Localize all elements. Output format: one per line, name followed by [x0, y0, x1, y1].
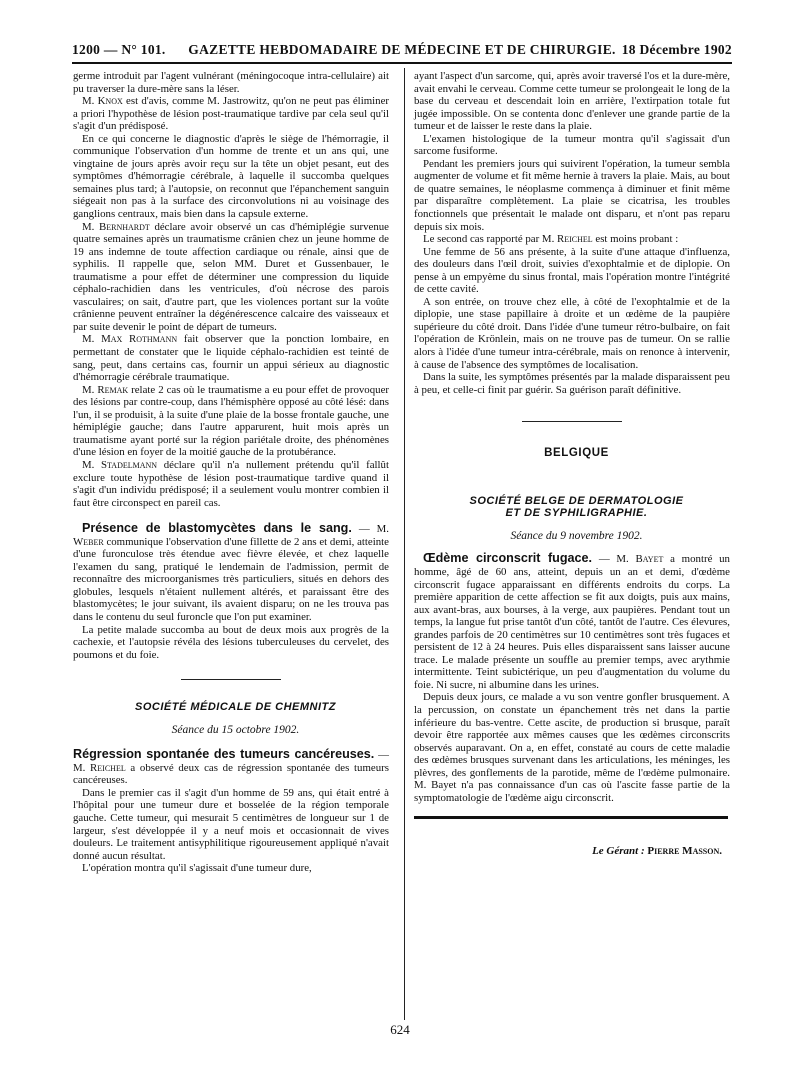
- column-divider: [404, 68, 405, 1020]
- paragraph: La petite malade succomba au bout de deux mois aux progrès de la cachexie, et l'autopsie révéla des lésions tuberculeuses du cervelet, des poumons et du foie.: [73, 623, 389, 661]
- header-rule: [72, 62, 732, 64]
- paragraph-text: relate 2 cas où le traumatisme a eu pour effet de provoquer des lésions par contre-coup, dans l'hémisphère opposé au côté lésé: dans l'un, il se produisit, à la suite d'une plaie de la bosse frontale gauche, une hémiplégie gauche; dans l'autre apparurent, huit mois après un traumatisme ayant porté sur la région pariétale droite, des phénomènes d'une lésion en foyer de la moitié gauche de la protubérance.: [73, 383, 389, 459]
- paragraph: [73, 384, 389, 459]
- society-title-line2: ET DE SYPHILIGRAPHIE.: [505, 507, 648, 520]
- paragraph: Depuis deux jours, ce malade a vu son ventre gonfler brusquement. A la percussion, on constate un épanchement très net dans la partie inférieure du bas-ventre. Cette ascite, de production si brusque, paraît devoir être rapportée aux mêmes causes que les œdèmes circonscrits observés auparavant. On a, en effet, constaté au cours de cette maladie des œdèmes brusques survenant dans les articulations, les méninges, les plèvres, des gonflements de la parotide, même de l'œdème pulmonaire. M. Bayet n'a pas connaissance d'un cas où l'ascite fasse partie de la symptomatologie de l'œdème aigu circonscrit.: [414, 691, 730, 804]
- society-title: SOCIÉTÉ MÉDICALE DE CHEMNITZ: [134, 701, 336, 714]
- country-heading: BELGIQUE: [544, 447, 609, 460]
- dash: — M.: [592, 553, 636, 566]
- article-title: Œdème circonscrit fugace.: [423, 551, 593, 566]
- session-date: Séance du 15 octobre 1902.: [171, 723, 300, 736]
- paragraph: [73, 333, 389, 383]
- paragraph: L'examen histologique de la tumeur montra qu'il s'agissait d'un sarcome fusiforme.: [414, 132, 730, 158]
- paragraph: [414, 233, 730, 246]
- article-oedeme: [414, 552, 730, 691]
- paragraph-text: déclare avoir observé un cas d'hémiplégie survenue quatre semaines après un traumatisme crânien chez un jeune homme de 19 ans indemne de toute affection cardiaque ou rénale, ainsi que de syphilis. Il rappelle que, selon MM. Duret et Gussenbauer, le traumatisme a pour effet de déterminer une compression du liquide céphalo-rachidien dans les ventricules, d'où nécrose des parois vasculaires; on sait, d'autre part, que les violences portant sur la voûte crânienne peuvent entraîner la dégénérescence calcaire des vaisseaux et par suite devenir le point de départ de tumeurs.: [73, 220, 389, 333]
- paragraph: Une femme de 56 ans présente, à la suite d'une attaque d'influenza, des douleurs dans l'œil droit, suivies d'exophtalmie et de diplopie. On pense à un empyème du sinus frontal, mais l'opération montre l'intégrité de cette cavité.: [414, 245, 730, 296]
- paragraph-text: Le second cas rapporté par M.: [423, 233, 557, 246]
- publisher-line: [414, 845, 730, 858]
- right-column: [414, 70, 730, 858]
- speaker-name: Bayet: [635, 553, 664, 566]
- article-regression: [73, 748, 389, 787]
- paragraph-text: déclare qu'il n'a nullement prétendu qu'il fallût exclure toute hypothèse de lésion post-traumatique tardive quand il s'agit d'un individu prédisposé; il a seulement voulu montrer combien il faut être circonspect en pareil cas.: [73, 458, 389, 509]
- speaker-name: M. Stadelmann: [82, 458, 158, 471]
- paragraph-text: communique l'observation d'une fillette de 2 ans et demi, atteinte d'une furonculose très étendue avec fièvre élevée, et chez laquelle l'examen du sang, pratiqué le lendemain de l'admission, permit de reconnaître des microorganismes très particuliers, situés en dehors des globules, lesquels n'étaient nullement altérés, et paraissant être des blastomycètes; le jour suivant, ils avaient disparu; on ne les trouva pas dans le contenu du seul furoncle que l'on put examiner.: [73, 535, 389, 623]
- paragraph: germe introduit par l'agent vulnérant (méningocoque intra-cellulaire) ait pu traverser la dure-mère sans la léser.: [73, 70, 389, 95]
- paragraph: L'opération montra qu'il s'agissait d'une tumeur dure,: [82, 862, 312, 875]
- paragraph: [73, 95, 389, 133]
- speaker-name: M. Max Rothmann: [82, 333, 178, 346]
- article-title: Régression spontanée des tumeurs cancéreuses.: [73, 747, 375, 762]
- speaker-name: M. Knox: [82, 95, 123, 108]
- page-number: 624: [390, 1022, 410, 1037]
- paragraph: ayant l'aspect d'un sarcome, qui, après avoir traversé l'os et la dure-mère, avait envahi le cerveau. Comme cette tumeur se prolongeait le long de la base du cerveau et descendait loin en arrière, l'extirpation totale fut jugée impossible. On se contenta donc d'enlever une grande partie de la tumeur et de laisser le reste dans la plaie.: [414, 70, 730, 133]
- gerant-name: Pierre Masson.: [647, 845, 722, 858]
- paragraph-text: est d'avis, comme M. Jastrowitz, qu'on ne peut pas éliminer a priori l'hypothèse de lésion post-traumatique tardive par cela seul qu'il s'agit d'un prédisposé.: [73, 95, 389, 133]
- session-date: Séance du 9 novembre 1902.: [510, 529, 643, 542]
- header-date: 18 Décembre 1902: [621, 42, 732, 57]
- paragraph-text: fait observer que la ponction lombaire, en permettant de constater que le liquide céphalo-rachidien est teinté de sang, peut, dans certains cas, fournir un appui sérieux au diagnostic d'hémorragie cérébrale traumatique.: [73, 333, 389, 384]
- dash: — M.: [351, 523, 389, 536]
- paragraph: En ce qui concerne le diagnostic d'après le siège de l'hémorragie, il communique l'observation d'un homme de trente et un ans qui, une vingtaine de jours après avoir reçu sur la tête un objet pesant, eut des symptômes d'hémorragie cérébrale, à laquelle il succomba quelques semaines plus tard; à l'autopsie, on reconnut que l'épanchement sanguin siégeait non pas à la surface des circonvolutions ni au voisinage des ganglions centraux, mais bien dans la capsule externe.: [73, 132, 389, 221]
- paragraph: Dans la suite, les symptômes présentés par la malade disparaissent peu à peu, et celle-ci finit par guérir. Sa guérison paraît définitive.: [414, 371, 730, 396]
- speaker-name: M. Bernhardt: [82, 220, 150, 233]
- gerant-label: Le Gérant :: [592, 845, 645, 858]
- paragraph-text: a montré un homme, âgé de 60 ans, atteint, depuis un an et demi, d'œdème circonscrit fugace apparaissant en différents endroits du corps. La première apparition de cette affection se fit aux doigts, puis aux mains, aux avant-bras, aux bourses, à la verge, aux paupières. Pendant tout un temps, la langue fut prise tantôt d'un côté, tantôt de l'autre. Ces élevures, grandes parfois de 20 centimètres sur 10 centimètres sont très fugaces et persistent de 12 à 24 heures. Puis elles disparaissent sans laisser aucune trace. Le malade présente un souffle au premier temps, avec arythmie intermittente. Teint subictérique, un peu d'augmentation du volume du foie. Ni sucre, ni albumine dans les urines.: [414, 553, 730, 691]
- left-column: [73, 70, 389, 875]
- running-header: [72, 40, 732, 60]
- paragraph: [73, 459, 389, 509]
- paragraph: A son entrée, on trouve chez elle, à côté de l'exophtalmie et de la diplopie, une stase papillaire à droite et un œdème de la paupière supérieure du côté droit. Dans l'idée d'une tumeur rétro-bulbaire, on fait l'opération de Krönlein, mais on ne trouve pas de tumeur. On se rallie alors à l'idée d'une tumeur intra-cérébrale, mais on renonce à intervenir, à cause de l'absence des symptômes de localisation.: [414, 295, 730, 371]
- header-issue: 1200 — N° 101.: [72, 42, 166, 57]
- paragraph-text: est moins probant :: [592, 233, 679, 246]
- article-blastomycetes: [73, 522, 389, 623]
- speaker-name: Reichel: [90, 761, 126, 774]
- dash: — M.: [73, 749, 389, 774]
- speaker-name: Weber: [73, 535, 104, 548]
- speaker-name: M. Remak: [82, 383, 129, 396]
- paragraph: Pendant les premiers jours qui suivirent l'opération, la tumeur sembla augmenter de volume et fit même hernie à travers la plaie. Mais, au bout de quatre semaines, le néoplasme commença à diminuer et finit même par disparaître complètement. La plaie se cicatrisa, les troubles fonctionnels que présentait le malade ont disparu, et n'ont pas reparu depuis six mois.: [414, 157, 730, 233]
- paragraph: Dans le premier cas il s'agit d'un homme de 59 ans, qui était entré à l'hôpital pour une tumeur dure et bosselée de la région temporale gauche. Cette tumeur, qui mesurait 5 centimètres de longueur sur 1 de largeur, s'est développée il y a neuf mois et occasionnait de vives douleurs. Le traitement antisyphilitique rigoureusement appliqué n'avait donné aucun résultat.: [73, 786, 389, 862]
- header-journal-title: GAZETTE HEBDOMADAIRE DE MÉDECINE ET DE CHIRURGIE.: [188, 42, 616, 57]
- speaker-name: Reichel: [557, 233, 593, 246]
- paragraph-text: a observé deux cas de régression spontanée des tumeurs cancéreuses.: [73, 761, 389, 787]
- paragraph: [73, 221, 389, 334]
- society-title-line1: SOCIÉTÉ BELGE DE DERMATOLOGIE: [469, 494, 684, 507]
- article-title: Présence de blastomycètes dans le sang.: [82, 521, 352, 536]
